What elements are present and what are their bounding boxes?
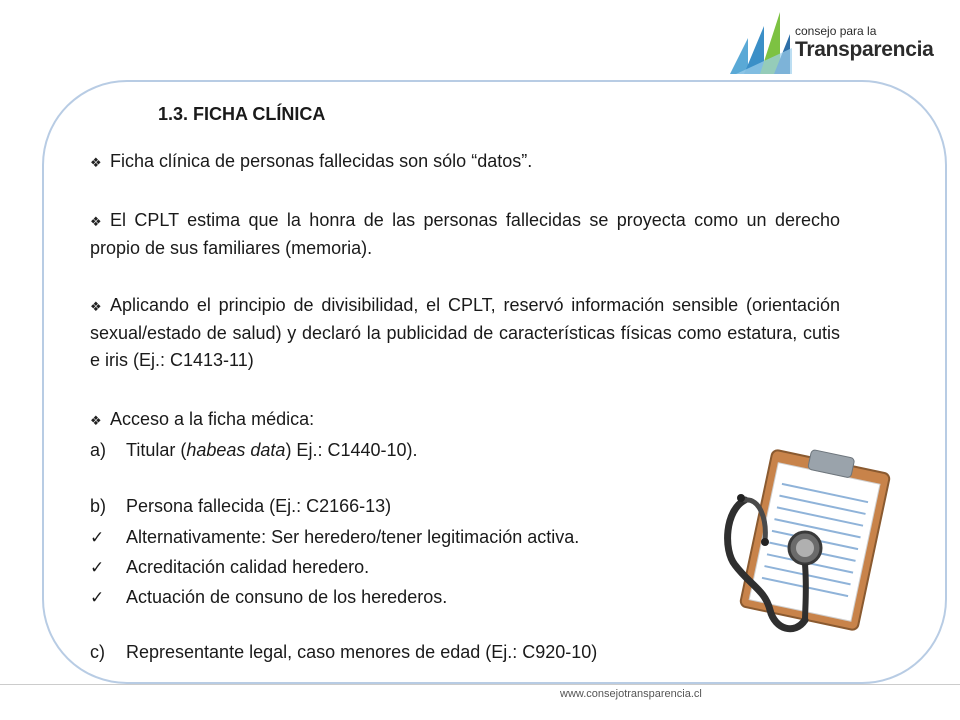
page-title: 1.3. FICHA CLÍNICA <box>158 104 326 124</box>
check-item-1: ✓ Alternativamente: Ser heredero/tener legitimación activa. <box>90 524 579 551</box>
bullet-1: ❖ Ficha clínica de personas fallecidas son sólo “datos”. <box>90 148 840 176</box>
checkmark-icon: ✓ <box>90 558 105 577</box>
checkmark-icon: ✓ <box>90 588 105 607</box>
check-item-3: ✓ Actuación de consuno de los herederos. <box>90 584 447 611</box>
diamond-bullet-icon: ❖ <box>90 413 102 428</box>
diamond-bullet-icon: ❖ <box>90 299 102 314</box>
diamond-bullet-icon: ❖ <box>90 155 102 170</box>
list-item-b: b) Persona fallecida (Ej.: C2166-13) <box>90 496 392 516</box>
logo-line1: consejo para la <box>795 24 877 38</box>
bullet-2: ❖ El CPLT estima que la honra de las personas fallecidas se proyecta como un derecho propio de sus familiares (memoria). <box>90 210 840 258</box>
checkmark-icon: ✓ <box>90 528 105 547</box>
footer-divider <box>0 684 960 685</box>
clipboard-stethoscope-icon <box>705 440 895 640</box>
bullet-3: ❖ Aplicando el principio de divisibilidad, el CPLT, reservó información sensible (orientación sexual/estado de salud) y declaró la publicidad de características físicas como estatura, cutis e iris (Ej.: C1413-11) <box>90 295 840 370</box>
logo-line2: Transparencia <box>795 38 934 61</box>
list-item-a: a) Titular (habeas data) Ej.: C1440-10). <box>90 440 418 460</box>
list-item-c: c) Representante legal, caso menores de edad (Ej.: C920-10) <box>90 642 598 662</box>
bullet-4: ❖ Acceso a la ficha médica: <box>90 406 840 434</box>
diamond-bullet-icon: ❖ <box>90 214 102 229</box>
footer-url: www.consejotransparencia.cl <box>560 688 702 700</box>
check-item-2: ✓ Acreditación calidad heredero. <box>90 554 369 581</box>
